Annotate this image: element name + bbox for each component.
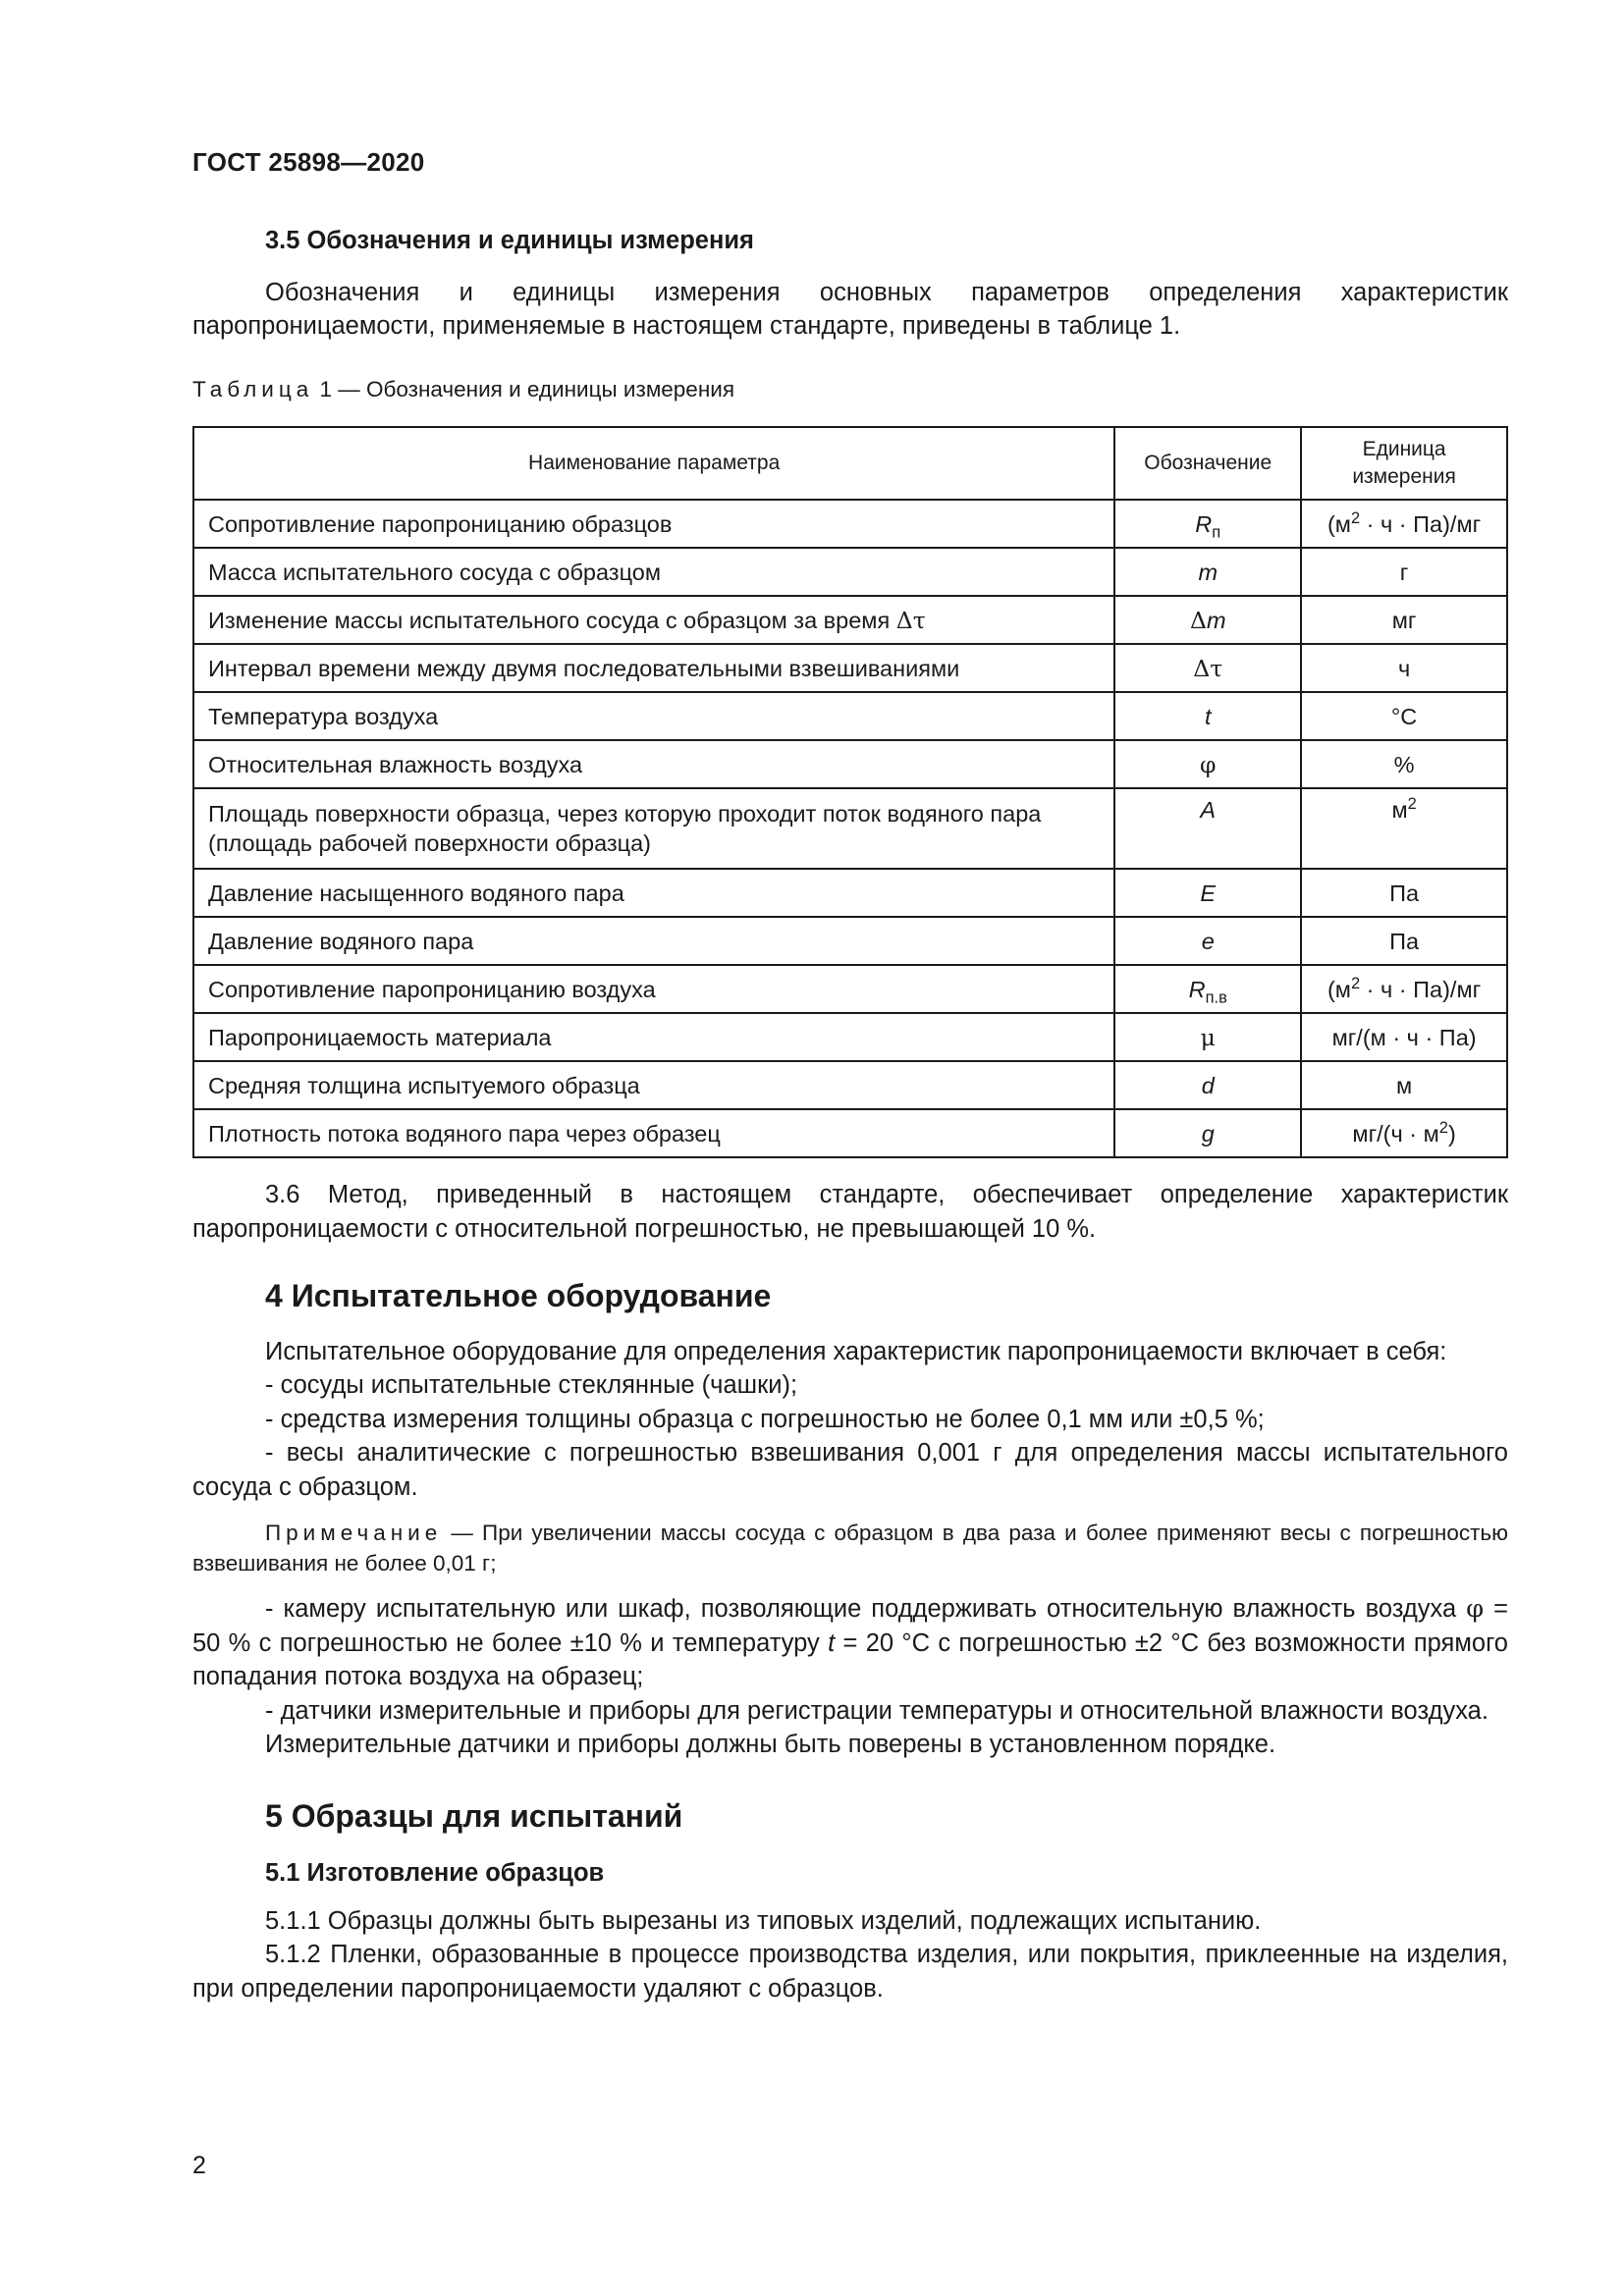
document-body [192,224,1508,2005]
param-name: Средняя толщина испытуемого образца [193,1061,1114,1109]
table-row [193,740,1507,788]
section-3-6-text: 3.6 Метод, приведенный в настоящем стандарте, обеспечивает определение характеристик паропроницаемости с относительной погрешностью, не превышающей 10 %. [192,1181,1508,1243]
table-row [193,1109,1507,1157]
param-name: Масса испытательного сосуда с образцом [193,548,1114,596]
table-header-row [193,427,1507,500]
param-name: Давление водяного пара [193,917,1114,965]
param-name: Паропроницаемость материала [193,1013,1114,1061]
param-name: Плотность потока водяного пара через образец [193,1109,1114,1157]
list-item: - датчики измерительные и приборы для регистрации температуры и относительной влажности воздуха. [265,1696,1489,1725]
list-item: - средства измерения толщины образца с погрешностью не более 0,1 мм или ±0,5 %; [265,1405,1265,1433]
section-5-1-1: 5.1.1 Образцы должны быть вырезаны из типовых изделий, подлежащих испытанию. [265,1906,1262,1935]
param-symbol: e [1114,917,1301,965]
param-name: Сопротивление паропроницанию воздуха [193,965,1114,1013]
param-name: Сопротивление паропроницанию образцов [193,500,1114,548]
header-unit-line2: измерения [1352,465,1456,488]
note [192,1518,1508,1578]
param-symbol: E [1114,869,1301,917]
param-symbol: Δm [1114,596,1301,644]
header-unit-line1: Единица [1362,438,1446,460]
page-number: 2 [192,2152,206,2179]
list-item: - сосуды испытательные стеклянные (чашки); [265,1371,798,1399]
table-row [193,788,1507,869]
table-caption-text: 1 — Обозначения и единицы измерения [319,376,735,401]
param-symbol: $R_п$ [1114,500,1301,548]
param-unit: °С [1301,692,1507,740]
param-unit: % [1301,740,1507,788]
param-symbol: $R_{п.в}$ [1114,965,1301,1013]
table-row [193,644,1507,692]
table-row [193,692,1507,740]
param-name: Интервал времени между двумя последовательными взвешиваниями [193,644,1114,692]
header-unit [1301,427,1507,500]
param-symbol: φ [1114,740,1301,788]
list-item: - камеру испытательную или шкаф, позволяющие поддерживать относительную влажность воздуха φ = 50 % с погрешностью не более ±10 % и температуру t = 20 °С с погрешностью ±2 °С без возможности прямого попадания потока воздуха на образец; [192,1594,1508,1690]
param-unit: $(м^2 \cdot ч \cdot Па)/мг$ [1301,965,1507,1013]
section-3-5-text: Обозначения и единицы измерения основных параметров определения характеристик паропроницаемости, применяемые в настоящем стандарте, приведены в таблице 1. [192,278,1508,340]
param-unit: Па [1301,869,1507,917]
section-4-intro: Испытательное оборудование для определения характеристик паропроницаемости включает в себя: [265,1337,1447,1365]
param-symbol: g [1114,1109,1301,1157]
param-name: Изменение массы испытательного сосуда с образцом за время Δτ [193,596,1114,644]
param-symbol: t [1114,692,1301,740]
note-label: Примечание [265,1521,443,1545]
header-name: Наименование параметра [193,427,1114,500]
table-row [193,965,1507,1013]
section-3-5-heading: 3.5 Обозначения и единицы измерения [265,227,754,254]
table-row [193,596,1507,644]
note-text: — При увеличении массы сосуда с образцом в два раза и более применяют весы с погрешностью взвешивания не более 0,01 г; [192,1521,1508,1575]
table-row [193,1061,1507,1109]
param-name: Температура воздуха [193,692,1114,740]
param-unit: м [1301,1061,1507,1109]
param-symbol: μ [1114,1013,1301,1061]
table-row [193,500,1507,548]
section-5-1-2: 5.1.2 Пленки, образованные в процессе производства изделия, или покрытия, приклеенные на изделия, при определении паропроницаемости удаляют с образцов. [192,1941,1508,2002]
param-unit: г [1301,548,1507,596]
document-header: ГОСТ 25898—2020 [192,147,425,177]
param-unit: Па [1301,917,1507,965]
table-caption [192,373,1508,407]
section-4-closing: Измерительные датчики и приборы должны быть поверены в установленном порядке. [265,1731,1276,1758]
param-symbol: d [1114,1061,1301,1109]
section-5-heading: 5 Образцы для испытаний [265,1797,683,1834]
symbols-table [192,426,1508,1158]
param-name: Относительная влажность воздуха [193,740,1114,788]
param-name: Площадь поверхности образца, через которую проходит поток водяного пара (площадь рабочей поверхности образца) [193,788,1114,869]
header-symbol: Обозначение [1114,427,1301,500]
table-row [193,548,1507,596]
param-name: Давление насыщенного водяного пара [193,869,1114,917]
param-unit: $мг/(ч \cdot м^2)$ [1301,1109,1507,1157]
param-symbol: Δτ [1114,644,1301,692]
table-row [193,1013,1507,1061]
param-unit: ч [1301,644,1507,692]
table-row [193,917,1507,965]
param-symbol: m [1114,548,1301,596]
param-unit: $м^2$ [1301,788,1507,869]
section-4-heading: 4 Испытательное оборудование [265,1278,772,1313]
table-caption-label: Таблица [192,376,314,401]
table-row [193,869,1507,917]
param-unit: мг [1301,596,1507,644]
list-item: - весы аналитические с погрешностью взвешивания 0,001 г для определения массы испытательного сосуда с образцом. [192,1439,1508,1501]
param-unit: $(м^2 \cdot ч \cdot Па)/мг$ [1301,500,1507,548]
param-unit: мг/(м · ч · Па) [1301,1013,1507,1061]
param-symbol: A [1114,788,1301,869]
section-5-1-heading: 5.1 Изготовление образцов [265,1859,605,1887]
